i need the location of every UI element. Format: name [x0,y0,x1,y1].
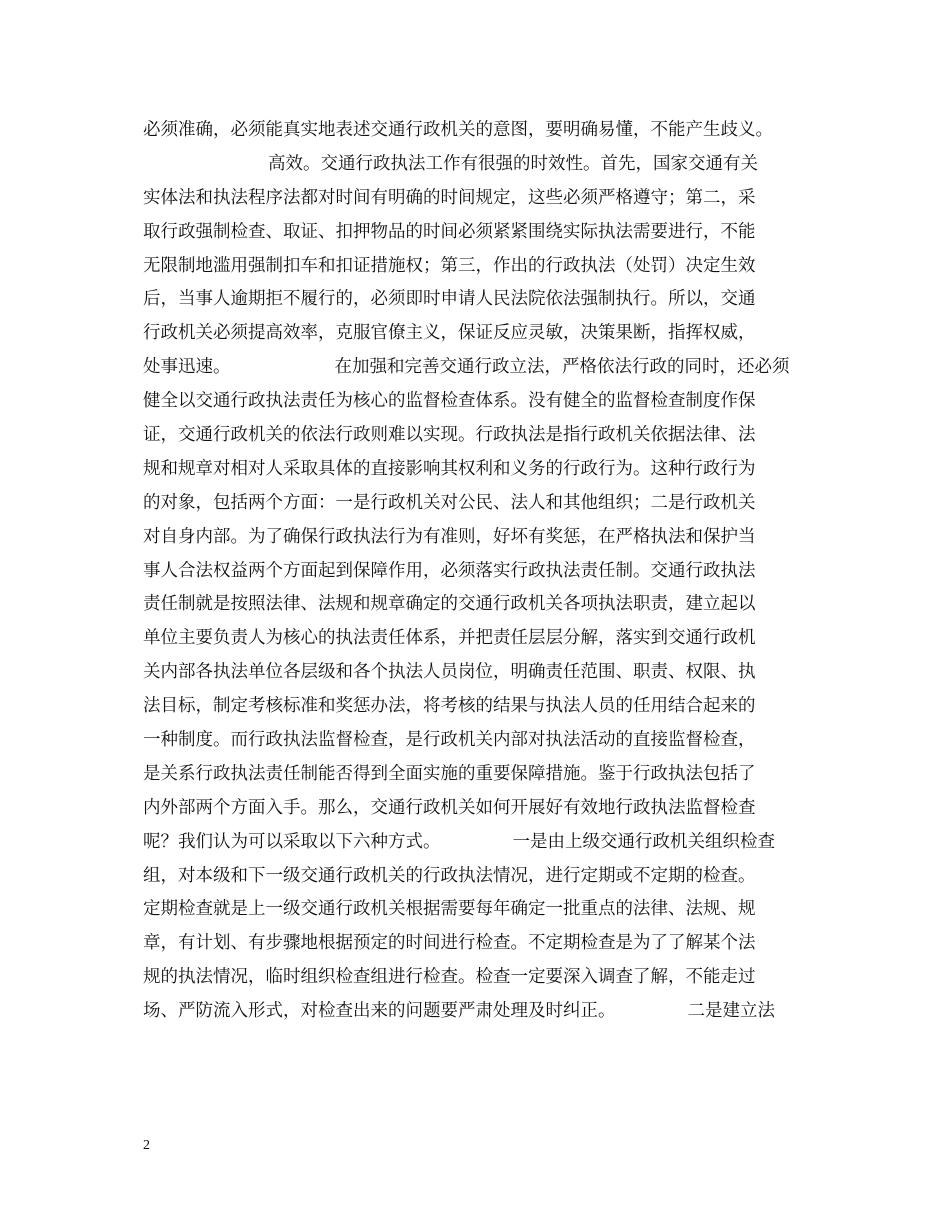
line-text-continued: 在加强和完善交通行政立法，严格依法行政的同时，还必须 [334,357,790,378]
text-line [143,656,823,690]
text-line [143,995,823,1029]
line-text-continued: 二是建立法 [687,1001,775,1022]
text-line [143,588,823,622]
line-text: 场、严防流入形式，对检查出来的问题要严肃处理及时纠正。 [143,1001,616,1022]
line-text: 是关系行政执法责任制能否得到全面实施的重要保障措施。鉴于行政执法包括了 [143,763,756,784]
line-text: 责任制就是按照法律、法规和规章确定的交通行政机关各项执法职责，建立起以 [143,594,756,615]
page-number: 2 [143,1138,150,1153]
line-text: 后，当事人逾期拒不履行的，必须即时申请人民法院依法强制执行。所以，交通 [143,289,756,310]
text-line [143,622,823,656]
line-text: 行政机关必须提高效率，克服官僚主义，保证反应灵敏，决策果断，指挥权威， [143,323,756,344]
line-text: 关内部各执法单位各层级和各个执法人员岗位，明确责任范围、职责、权限、执 [143,662,756,683]
text-line [143,216,823,250]
line-text: 健全以交通行政执法责任为核心的监督检查体系。没有健全的监督检查制度作保 [143,391,756,412]
text-line [143,283,823,317]
line-text: 法目标，制定考核标准和奖惩办法，将考核的结果与执法人员的任用结合起来的 [143,696,756,717]
line-text: 无限制地滥用强制扣车和扣证措施权；第三，作出的行政执法（处罚）决定生效 [143,255,756,276]
text-line [143,453,823,487]
line-text: 规和规章对相对人采取具体的直接影响其权利和义务的行政行为。这种行政行为 [143,458,756,479]
text-line [143,487,823,521]
line-text: 必须准确，必须能真实地表述交通行政机关的意图，要明确易懂，不能产生歧义。 [143,120,773,140]
text-line [143,690,823,724]
line-text: 证，交通行政机关的依法行政则难以实现。行政执法是指行政机关依据法律、法 [143,425,756,446]
text-line [143,385,823,419]
text-line [143,927,823,961]
line-text: 内外部两个方面入手。那么，交通行政机关如何开展好有效地行政执法监督检查 [143,797,756,818]
line-text: 组，对本级和下一级交通行政机关的行政执法情况，进行定期或不定期的检查。 [143,865,756,886]
line-text: 规的执法情况，临时组织检查组进行检查。检查一定要深入调查了解，不能走过 [143,967,756,988]
text-line [143,724,823,758]
text-line [143,826,823,860]
body-text [143,114,823,1029]
text-line [143,182,823,216]
line-text: 实体法和执法程序法都对时间有明确的时间规定，这些必须严格遵守；第二，采 [143,187,756,208]
line-text: 定期检查就是上一级交通行政机关根据需要每年确定一批重点的法律、法规、规 [143,899,756,920]
text-line [143,114,823,148]
text-line [143,317,823,351]
line-text: 单位主要负责人为核心的执法责任体系，并把责任层层分解，落实到交通行政机 [143,628,756,649]
text-line [143,148,823,182]
text-line [143,961,823,995]
text-line [143,792,823,826]
text-line [143,893,823,927]
text-line [143,860,823,894]
line-text: 事人合法权益两个方面起到保障作用，必须落实行政执法责任制。交通行政执法 [143,560,756,581]
text-line [143,521,823,555]
text-line [143,758,823,792]
line-text: 章，有计划、有步骤地根据预定的时间进行检查。不定期检查是为了了解某个法 [143,933,756,954]
text-line [143,555,823,589]
line-text: 对自身内部。为了确保行政执法行为有准则，好坏有奖惩，在严格执法和保护当 [143,526,756,547]
line-text: 处事迅速。 [143,357,231,378]
line-text-continued: 一是由上级交通行政机关组织检查 [512,831,775,852]
line-text: 的对象，包括两个方面：一是行政机关对公民、法人和其他组织；二是行政机关 [143,492,756,513]
line-text: 取行政强制检查、取证、扣押物品的时间必须紧紧围绕实际执法需要进行，不能 [143,221,756,242]
line-text: 呢？我们认为可以采取以下六种方式。 [143,831,441,852]
line-text-continued: 高效。交通行政执法工作有很强的时效性。首先，国家交通有关 [268,153,758,174]
line-text: 一种制度。而行政执法监督检查，是行政机关内部对执法活动的直接监督检查， [143,730,756,751]
text-line [143,419,823,453]
text-line [143,250,823,284]
text-line [143,351,823,385]
